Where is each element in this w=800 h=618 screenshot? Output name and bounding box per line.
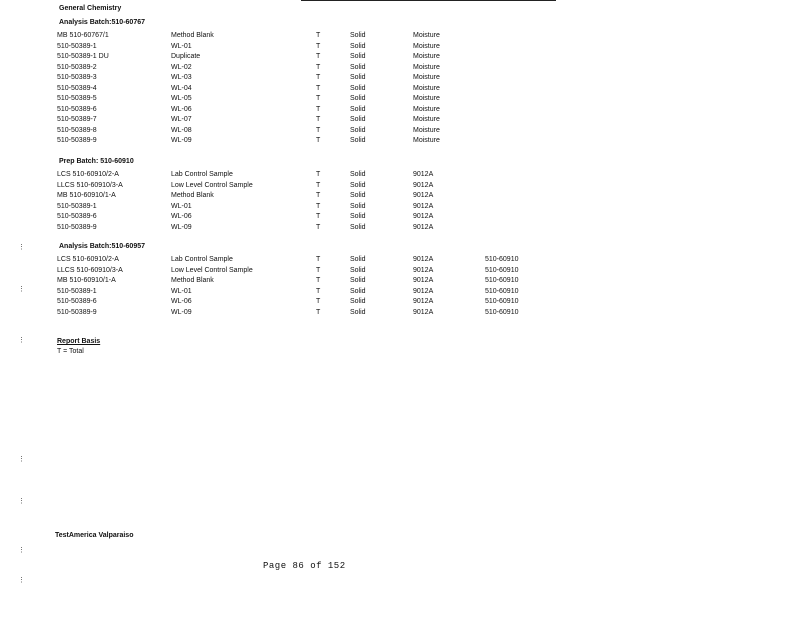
cell-method: Moisture <box>413 95 440 102</box>
cell-matrix: Solid <box>350 137 366 144</box>
cell-id: 510-50389-8 <box>57 126 97 134</box>
cell-method: 9012A <box>413 171 434 178</box>
cell-matrix: Solid <box>350 213 366 220</box>
cell-name: WL-07 <box>171 116 192 123</box>
cell-matrix: Solid <box>350 192 366 199</box>
cell-id: 510-50389-4 <box>57 84 97 92</box>
cell-t: T <box>316 277 321 284</box>
table-row <box>0 42 800 52</box>
cell-method: 9012A <box>413 277 434 284</box>
cell-t: T <box>316 63 321 71</box>
table-row <box>0 170 800 180</box>
cell-matrix: Solid <box>350 95 366 102</box>
cell-matrix: Solid <box>350 171 366 178</box>
cell-method: Moisture <box>413 137 440 144</box>
cell-id: 510-50389-6 <box>57 298 97 305</box>
cell-method: 9012A <box>413 308 434 316</box>
table-row <box>0 126 800 136</box>
cell-t: T <box>316 105 321 113</box>
table-row <box>0 63 800 73</box>
cell-id: 510-50389-2 <box>57 63 97 71</box>
cell-t: T <box>316 223 321 231</box>
table-row <box>0 297 800 307</box>
report-basis-title: Report Basis <box>57 338 101 345</box>
cell-name: Method Blank <box>171 32 214 39</box>
cell-t: T <box>316 181 321 189</box>
cell-matrix: Solid <box>350 63 366 71</box>
margin-mark: ⋮ <box>18 498 25 505</box>
cell-method: Moisture <box>413 105 440 113</box>
cell-id: MB 510-60910/1-A <box>57 192 116 199</box>
cell-id: 510-50389-6 <box>57 105 97 113</box>
batch-title: Analysis Batch:510-60957 <box>59 243 145 250</box>
cell-matrix: Solid <box>350 181 366 189</box>
cell-t: T <box>316 308 321 316</box>
cell-t: T <box>316 74 321 81</box>
cell-name: WL-09 <box>171 223 192 231</box>
cell-t: T <box>316 84 321 92</box>
cell-t: T <box>316 137 321 144</box>
cell-t: T <box>316 192 321 199</box>
cell-method: 9012A <box>413 192 434 199</box>
cell-t: T <box>316 298 321 305</box>
cell-t: T <box>316 266 321 274</box>
cell-id: LLCS 510-60910/3-A <box>57 266 123 274</box>
cell-matrix: Solid <box>350 116 366 123</box>
cell-id: MB 510-60767/1 <box>57 32 109 39</box>
page-number: Page 86 of 152 <box>263 561 346 571</box>
cell-id: 510-50389-3 <box>57 74 97 81</box>
cell-name: Lab Control Sample <box>171 171 233 178</box>
cell-id: 510-50389-6 <box>57 213 97 220</box>
cell-t: T <box>316 213 321 220</box>
cell-name: Duplicate <box>171 53 201 60</box>
cell-id: LLCS 510-60910/3-A <box>57 181 123 189</box>
cell-prep: 510-60910 <box>485 266 519 274</box>
cell-name: Low Level Control Sample <box>171 266 253 274</box>
cell-id: 510-50389-7 <box>57 116 97 123</box>
cell-t: T <box>316 126 321 134</box>
table-row <box>0 94 800 104</box>
cell-matrix: Solid <box>350 42 366 50</box>
cell-id: 510-50389-9 <box>57 308 97 316</box>
cell-t: T <box>316 171 321 178</box>
cell-t: T <box>316 32 321 39</box>
table-row <box>0 136 800 146</box>
cell-matrix: Solid <box>350 53 366 60</box>
cell-name: WL-01 <box>171 287 192 295</box>
cell-name: Lab Control Sample <box>171 256 233 263</box>
cell-t: T <box>316 256 321 263</box>
table-row <box>0 31 800 41</box>
lab-name: TestAmerica Valparaiso <box>55 532 134 539</box>
cell-name: WL-09 <box>171 137 192 144</box>
table-row <box>0 115 800 125</box>
cell-method: 9012A <box>413 287 434 295</box>
table-row <box>0 52 800 62</box>
report-basis-line: T = Total <box>57 348 84 355</box>
table-row <box>0 212 800 222</box>
cell-method: Moisture <box>413 84 440 92</box>
table-row <box>0 181 800 191</box>
cell-method: Moisture <box>413 74 440 81</box>
cell-method: Moisture <box>413 42 440 50</box>
margin-mark: ⋮ <box>18 547 25 554</box>
cell-matrix: Solid <box>350 202 366 210</box>
margin-mark: ⋮ <box>18 577 25 584</box>
cell-name: Low Level Control Sample <box>171 181 253 189</box>
batch-title: Prep Batch: 510-60910 <box>59 158 134 165</box>
cell-name: WL-04 <box>171 84 192 92</box>
cell-method: 9012A <box>413 202 434 210</box>
cell-id: LCS 510-60910/2-A <box>57 171 119 178</box>
cell-method: Moisture <box>413 53 440 60</box>
margin-mark: ⋮ <box>18 337 25 344</box>
cell-method: 9012A <box>413 223 434 231</box>
cell-method: Moisture <box>413 126 440 134</box>
cell-name: WL-05 <box>171 95 192 102</box>
cell-matrix: Solid <box>350 84 366 92</box>
table-row <box>0 255 800 265</box>
table-row <box>0 223 800 233</box>
cell-id: 510-50389-1 <box>57 287 97 295</box>
cell-method: 9012A <box>413 298 434 305</box>
section-header: General Chemistry <box>59 5 122 12</box>
cell-name: WL-08 <box>171 126 192 134</box>
cell-name: WL-06 <box>171 105 192 113</box>
cell-method: Moisture <box>413 63 440 71</box>
cell-t: T <box>316 53 321 60</box>
cell-id: MB 510-60910/1-A <box>57 277 116 284</box>
cell-id: 510-50389-5 <box>57 95 97 102</box>
cell-matrix: Solid <box>350 74 366 81</box>
table-row <box>0 287 800 297</box>
cell-matrix: Solid <box>350 32 366 39</box>
cell-prep: 510-60910 <box>485 256 519 263</box>
cell-matrix: Solid <box>350 266 366 274</box>
cell-matrix: Solid <box>350 256 366 263</box>
table-row <box>0 191 800 201</box>
cell-id: 510-50389-1 <box>57 202 97 210</box>
cell-method: 9012A <box>413 181 434 189</box>
top-rule <box>301 0 556 1</box>
cell-id: 510-50389-9 <box>57 137 97 144</box>
cell-matrix: Solid <box>350 223 366 231</box>
table-row <box>0 105 800 115</box>
cell-prep: 510-60910 <box>485 287 519 295</box>
cell-name: WL-09 <box>171 308 192 316</box>
cell-t: T <box>316 287 321 295</box>
cell-matrix: Solid <box>350 308 366 316</box>
cell-name: WL-02 <box>171 63 192 71</box>
cell-name: Method Blank <box>171 277 214 284</box>
cell-method: 9012A <box>413 213 434 220</box>
cell-method: Moisture <box>413 116 440 123</box>
cell-t: T <box>316 116 321 123</box>
cell-name: WL-03 <box>171 74 192 81</box>
cell-prep: 510-60910 <box>485 308 519 316</box>
cell-matrix: Solid <box>350 298 366 305</box>
table-row <box>0 276 800 286</box>
cell-matrix: Solid <box>350 277 366 284</box>
cell-t: T <box>316 202 321 210</box>
cell-prep: 510-60910 <box>485 298 519 305</box>
batch-title: Analysis Batch:510-60767 <box>59 19 145 26</box>
cell-method: 9012A <box>413 266 434 274</box>
cell-method: 9012A <box>413 256 434 263</box>
cell-name: Method Blank <box>171 192 214 199</box>
cell-id: 510-50389-1 DU <box>57 53 109 60</box>
margin-mark: ⋮ <box>18 286 25 293</box>
cell-name: WL-06 <box>171 298 192 305</box>
table-row <box>0 73 800 83</box>
table-row <box>0 308 800 318</box>
table-row <box>0 266 800 276</box>
cell-name: WL-01 <box>171 202 192 210</box>
cell-id: 510-50389-9 <box>57 223 97 231</box>
cell-t: T <box>316 95 321 102</box>
cell-id: 510-50389-1 <box>57 42 97 50</box>
cell-t: T <box>316 42 321 50</box>
table-row <box>0 84 800 94</box>
cell-matrix: Solid <box>350 126 366 134</box>
cell-matrix: Solid <box>350 287 366 295</box>
cell-method: Moisture <box>413 32 440 39</box>
table-row <box>0 202 800 212</box>
margin-mark: ⋮ <box>18 244 25 251</box>
margin-mark: ⋮ <box>18 456 25 463</box>
cell-name: WL-06 <box>171 213 192 220</box>
cell-id: LCS 510-60910/2-A <box>57 256 119 263</box>
cell-prep: 510-60910 <box>485 277 519 284</box>
cell-name: WL-01 <box>171 42 192 50</box>
cell-matrix: Solid <box>350 105 366 113</box>
